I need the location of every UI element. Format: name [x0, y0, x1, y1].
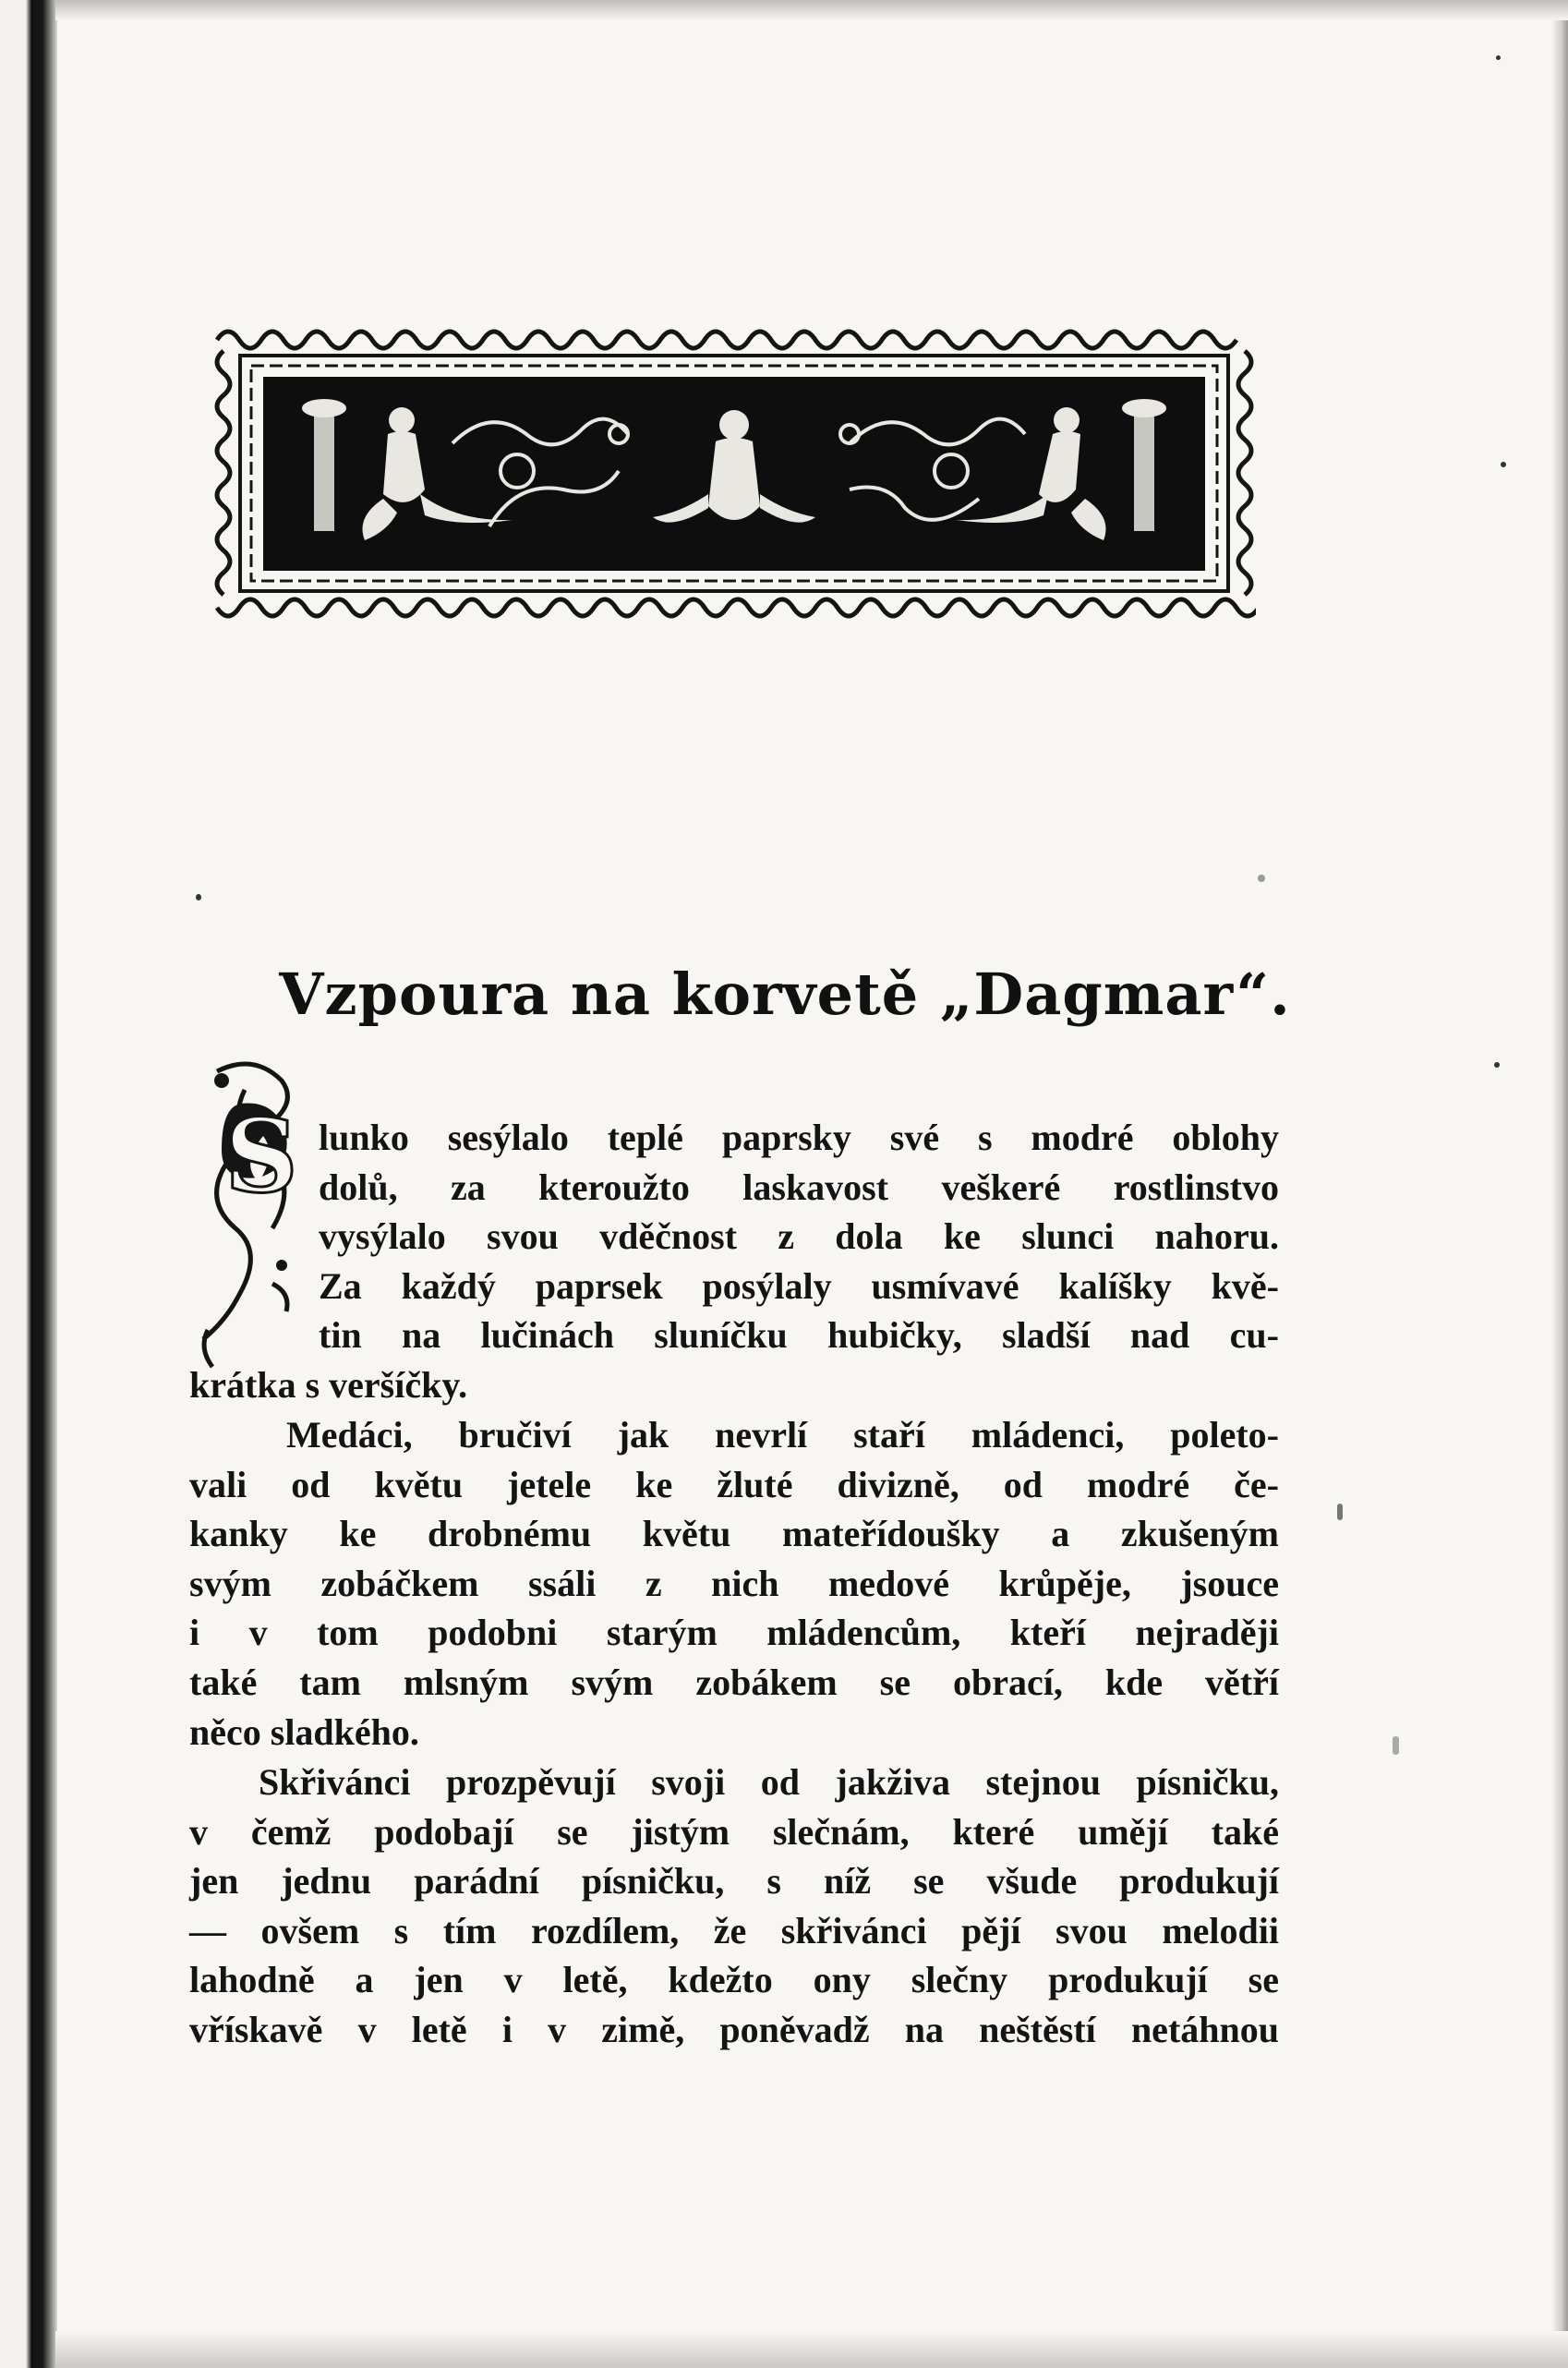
- text-line: lahodně a jen v letě, kdežto ony slečny produkují se: [189, 1959, 1279, 2001]
- text-line: v čemž podobají se jistým slečnám, které umějí také: [189, 1810, 1279, 1853]
- scan-speck: [1258, 875, 1265, 882]
- text-line: kanky ke drobnému květu mateřídoušky a zkušeným: [189, 1513, 1279, 1555]
- paragraph-2: [189, 1410, 1279, 1757]
- book-spine: [0, 0, 57, 2368]
- paragraph-3: [189, 1758, 1279, 2055]
- text-line: dolů, za kteroužto laskavost veškeré rostlinstvo: [319, 1166, 1279, 1208]
- chapter-title: Vzpoura na korvetě „Dagmar“.: [279, 960, 1291, 1028]
- text-line: Za každý paprsek posýlaly usmívavé kalíšky kvě-: [319, 1264, 1279, 1307]
- ornamental-headpiece: [212, 323, 1256, 623]
- text-line: krátka s veršíčky.: [189, 1364, 468, 1406]
- drop-cap-letter: S: [224, 1096, 298, 1215]
- paragraph-1-tail: [189, 1360, 1279, 1410]
- page-top-edge: [55, 0, 1568, 20]
- text-line: Skřivánci prozpěvují svoji od jakživa stejnou písničku,: [259, 1761, 1279, 1803]
- paragraph-1: [319, 1113, 1279, 1360]
- text-line: Medáci, bručiví jak nevrlí staří mládenci, poleto-: [286, 1414, 1279, 1456]
- scan-speck: [1496, 55, 1501, 60]
- text-line: tin na lučinách sluníčku hubičky, sladší nad cu-: [319, 1314, 1279, 1357]
- text-line: svým zobáčkem ssáli z nich medové krůpěje, jsouce: [189, 1562, 1279, 1604]
- text-line: něco sladkého.: [189, 1710, 419, 1753]
- scan-speck: [196, 894, 201, 900]
- scan-speck: [1501, 462, 1506, 467]
- text-line: i v tom podobni starým mládencům, kteří nejraději: [189, 1612, 1279, 1654]
- scan-speck: [1494, 1062, 1500, 1068]
- text-line: vysýlalo svou vděčnost z dola ke slunci nahoru.: [319, 1215, 1279, 1258]
- scan-speck: [1337, 1504, 1343, 1520]
- drop-cap-initial: [189, 1053, 328, 1371]
- scan-speck: [1393, 1736, 1399, 1755]
- text-line: vali od květu jetele ke žluté divizně, od modré če-: [189, 1463, 1279, 1505]
- text-line: — ovšem s tím rozdílem, že skřivánci pějí svou melodii: [189, 1909, 1279, 1951]
- text-line: také tam mlsným svým zobákem se obrací, kde větří: [189, 1661, 1279, 1703]
- page-bottom-edge: [55, 2331, 1568, 2368]
- text-line: vřískavě v letě i v zimě, poněvadž na neštěstí netáhnou: [189, 2008, 1279, 2050]
- page-right-edge: [1551, 0, 1568, 2368]
- text-line: jen jednu parádní písničku, s níž se všude produkují: [189, 1860, 1279, 1903]
- text-line: lunko sesýlalo teplé paprsky své s modré oblohy: [319, 1117, 1279, 1158]
